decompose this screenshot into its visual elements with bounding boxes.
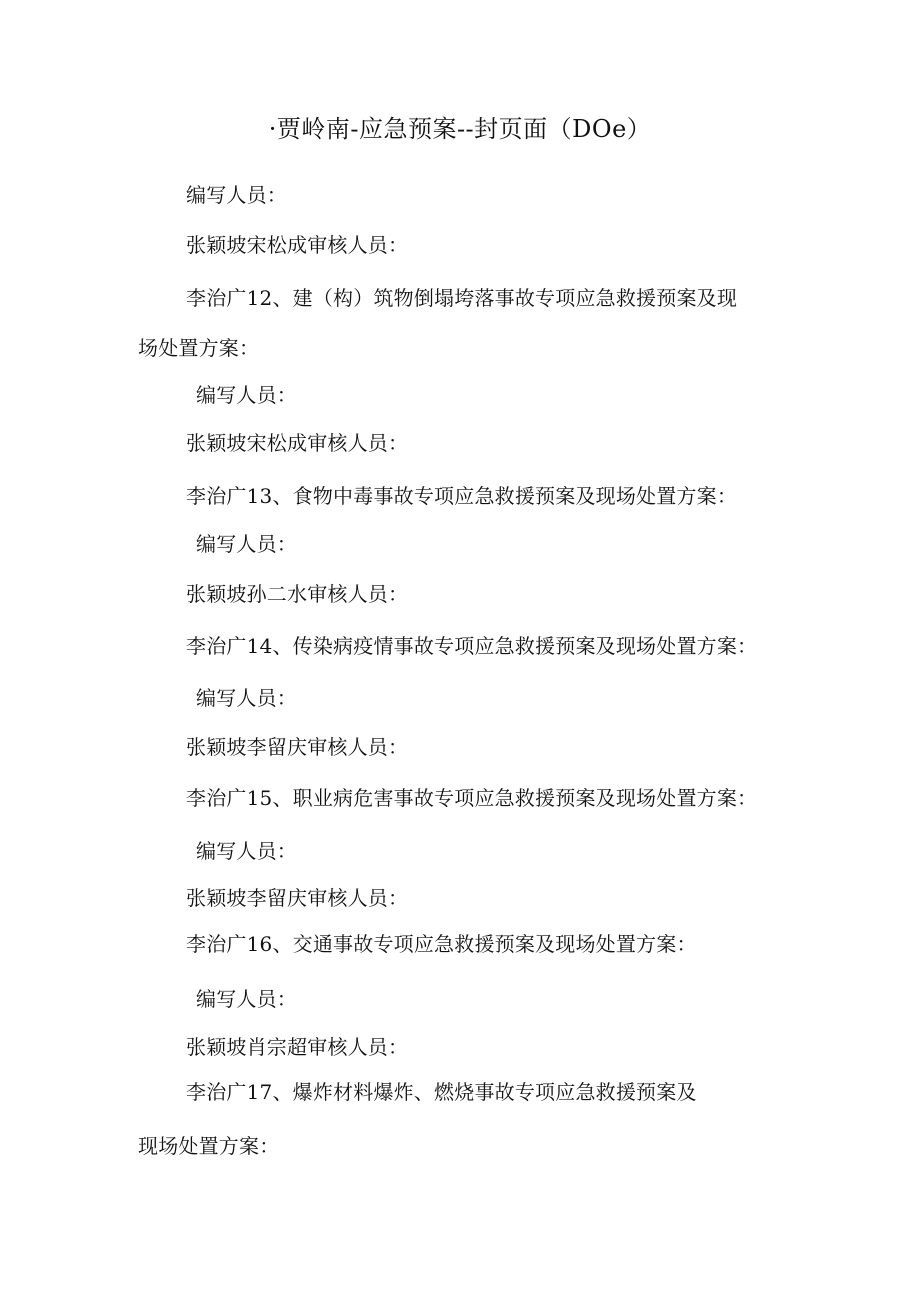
text-line: 张颖坡李留庆审核人员： — [186, 735, 409, 759]
text-line: 现场处置方案： — [138, 1134, 280, 1158]
text-line: 编写人员： — [186, 183, 287, 207]
text-line: 李治广17、爆炸材料爆炸、燃烧事故专项应急救援预案及 — [186, 1080, 697, 1104]
text-line: 李治广14、传染病疫情事故专项应急救援预案及现场处置方案： — [186, 634, 758, 658]
text-line: 张颖坡李留庆审核人员： — [186, 886, 409, 910]
text-line: 李治广13、食物中毒事故专项应急救援预案及现场处置方案： — [186, 484, 738, 508]
text-line: 张颖坡肖宗超审核人员： — [186, 1035, 409, 1059]
text-line: 编写人员： — [196, 839, 297, 863]
text-line: 编写人员： — [196, 383, 297, 407]
text-line: 场处置方案： — [138, 336, 260, 360]
text-line: 张颖坡宋松成审核人员： — [186, 431, 409, 455]
text-line: 李治广15、职业病危害事故专项应急救援预案及现场处置方案： — [186, 786, 758, 810]
text-line: 编写人员： — [196, 987, 297, 1011]
text-line: 李治广16、交通事故专项应急救援预案及现场处置方案： — [186, 932, 697, 956]
text-line: 张颖坡孙二水审核人员： — [186, 582, 409, 606]
text-line: 李治广12、建（构）筑物倒塌垮落事故专项应急救援预案及现 — [186, 286, 738, 310]
page-title: ·贾岭南-应急预案--封页面（DOe） — [268, 115, 652, 143]
text-line: 编写人员： — [196, 532, 297, 556]
text-line: 张颖坡宋松成审核人员： — [186, 233, 409, 257]
text-line: 编写人员： — [196, 686, 297, 710]
